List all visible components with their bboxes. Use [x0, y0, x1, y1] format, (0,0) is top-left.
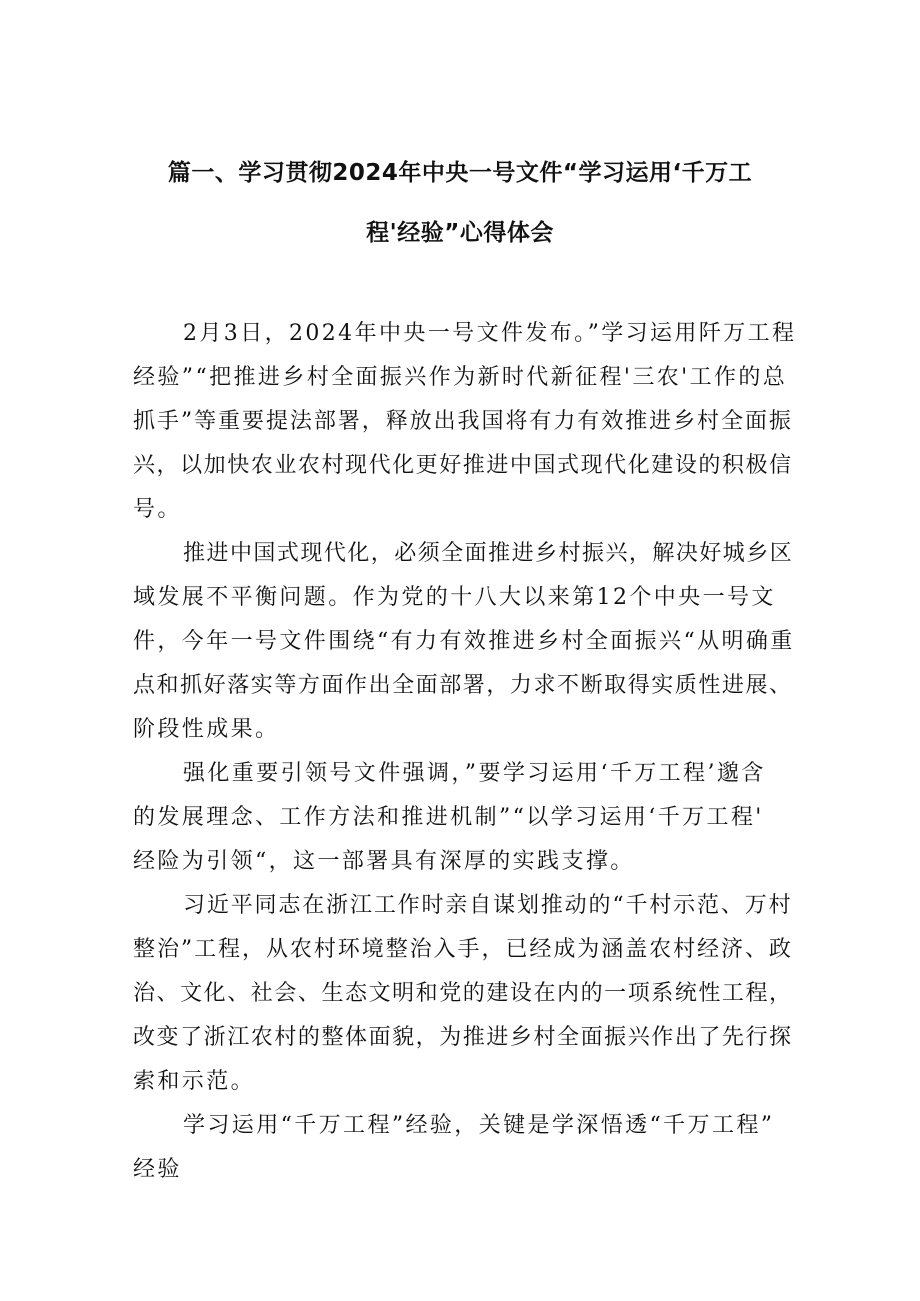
paragraph-5-line-2: 经验 [133, 1157, 182, 1182]
paragraph-5-line-1: 学习运用“千万工程”经验，关键是学深悟透“千万工程” [183, 1113, 775, 1138]
paragraph-3-line-1: 强化重要引领号文件强调，”要学习运用‘千万工程’邈含 [183, 761, 766, 786]
paragraph-1-line-5: 号。 [133, 497, 182, 522]
paragraph-4-line-4: 改变了浙江农村的整体面貌，为推进乡村全面振兴作出了先行探 [133, 1025, 793, 1050]
document-body [133, 312, 798, 1192]
paragraph-2-line-1: 推进中国式现代化，必须全面推进乡村振兴，解决好城乡区 [183, 541, 794, 566]
paragraph-1-line-4: 兴，以加快农业农村现代化更好推进中国式现代化建设的积极信 [133, 453, 793, 478]
paragraph-4-line-1: 习近平同志在浙江工作时亲自谋划推动的“千村示范、万村 [183, 893, 793, 918]
paragraph-3-line-2: 的发展理念、工作方法和推进机制”“以学习运用‘千万工程' [133, 805, 764, 830]
paragraph-4-line-2: 整治”工程，从农村环境整治入手，已经成为涵盖农村经济、政 [133, 937, 793, 962]
paragraph-2-line-2: 域发展不平衡问题。作为党的十八大以来第12个中央一号文 [133, 585, 776, 610]
paragraph-4-line-3: 治、文化、社会、生态文明和党的建设在内的一项系统性工程， [133, 981, 793, 1006]
document-title-line-1: 篇一、学习贯彻2024年中央一号文件“学习运用‘千万工 [167, 160, 753, 186]
paragraph-2-line-4: 点和抓好落实等方面作出全面部署，力求不断取得实质性进展、 [133, 673, 793, 698]
paragraph-1-line-1: 2月3日，2024年中央一号文件发布。”学习运用阡万工程 [183, 321, 797, 346]
document-title-line-2: 程'经验”心得体会 [366, 220, 554, 246]
paragraph-2-line-3: 件，今年一号文件围绕“有力有效推进乡村全面振兴“从明确重 [133, 629, 795, 654]
paragraph-4-line-5: 索和示范。 [133, 1069, 256, 1094]
paragraph-2-line-5: 阶段性成果。 [133, 717, 280, 742]
paragraph-1-line-2: 经验”“把推进乡村全面振兴作为新时代新征程'三农'工作的总 [133, 365, 788, 390]
paragraph-1-line-3: 抓手”等重要提法部署，释放出我国将有力有效推进乡村全面振 [133, 409, 793, 434]
paragraph-3-line-3: 经险为引领“，这一部署具有深厚的实践支撑。 [133, 849, 635, 874]
